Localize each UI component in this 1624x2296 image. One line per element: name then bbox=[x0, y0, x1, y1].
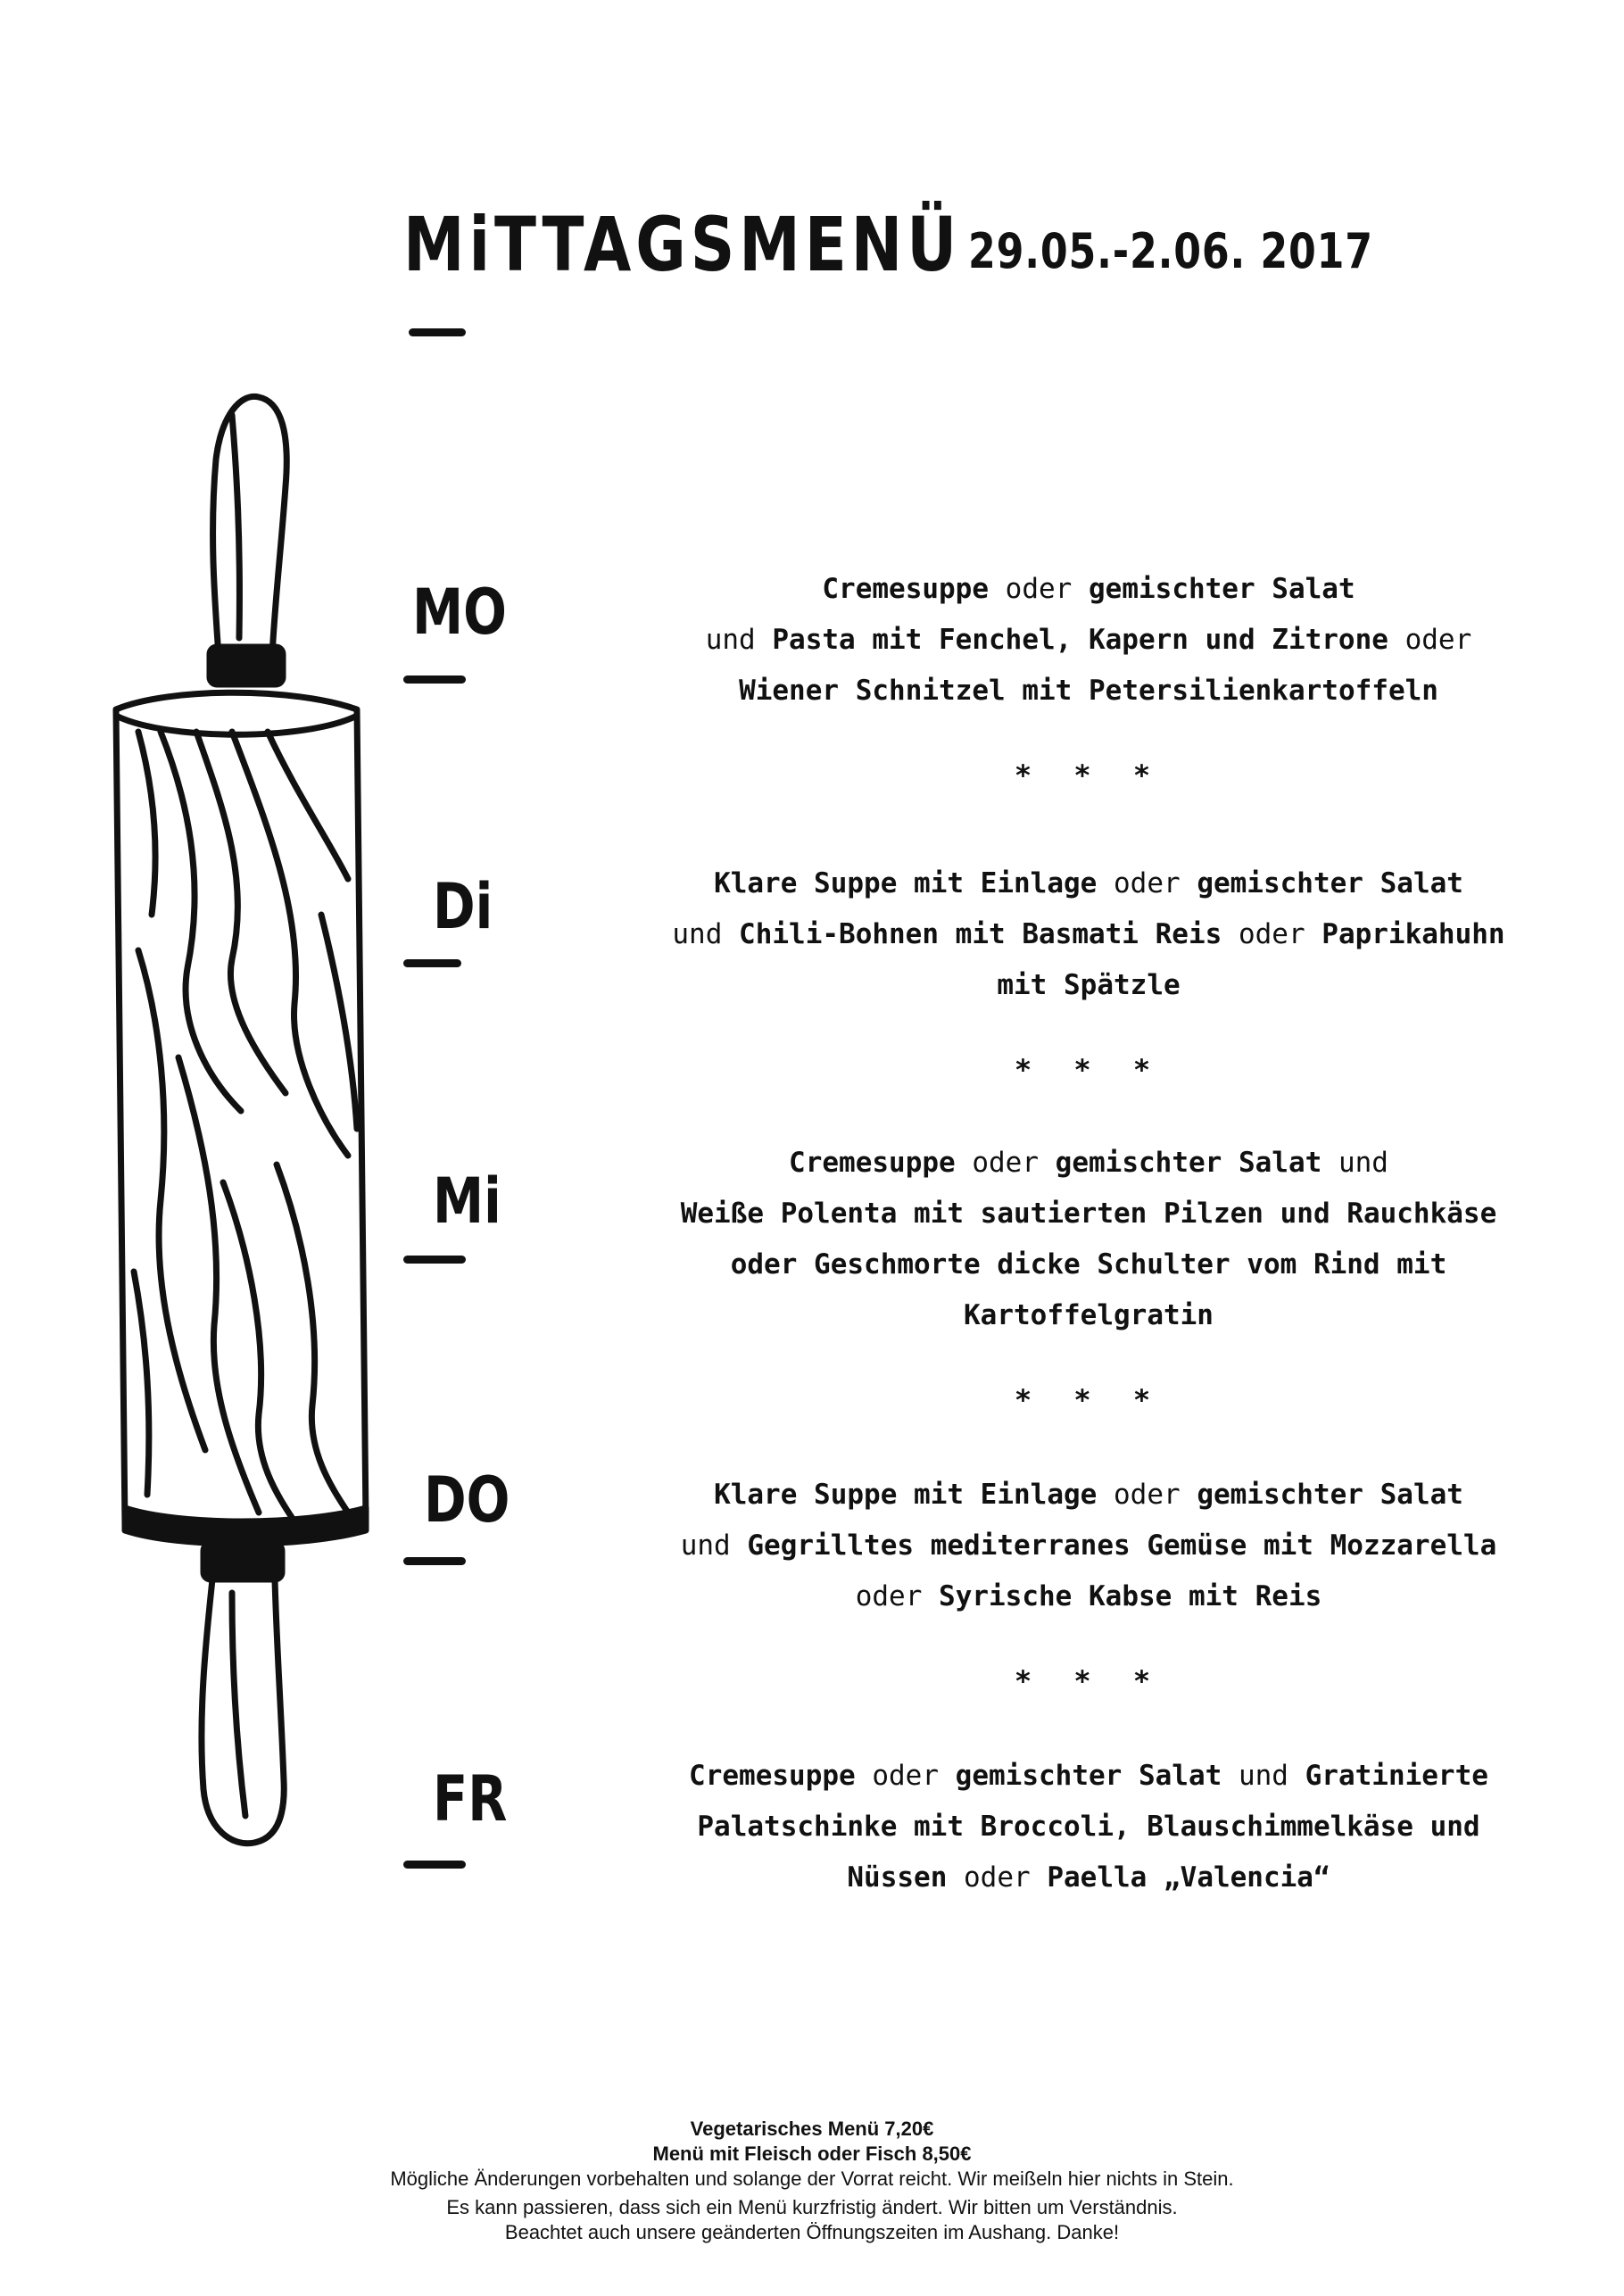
connector-text: oder bbox=[947, 1861, 1048, 1894]
dish-name: Syrische Kabse mit Reis bbox=[939, 1580, 1322, 1612]
dish-name: Nüssen bbox=[847, 1861, 948, 1894]
day-tick-di bbox=[403, 959, 461, 967]
separator: * * * bbox=[1014, 1664, 1164, 1698]
dish-name: gemischter Salat bbox=[1055, 1147, 1322, 1179]
menu-line bbox=[625, 1571, 1553, 1622]
connector-text: und bbox=[1222, 1760, 1305, 1792]
day-label-do: DO bbox=[424, 1463, 510, 1537]
connector-text: oder bbox=[855, 1580, 940, 1612]
connector-text: oder bbox=[1097, 867, 1197, 899]
menu-line bbox=[625, 1751, 1553, 1802]
rolling-pin-illustration bbox=[98, 379, 393, 1861]
dish-name: gemischter Salat bbox=[1089, 573, 1355, 605]
menu-block-mi bbox=[625, 1138, 1553, 1341]
menu-line bbox=[625, 858, 1553, 909]
day-tick-mo bbox=[403, 676, 466, 684]
day-label-mi: Mi bbox=[433, 1165, 501, 1238]
connector-text: oder bbox=[1388, 624, 1472, 656]
menu-line bbox=[625, 615, 1553, 666]
connector-text: oder bbox=[1097, 1479, 1197, 1511]
dish-name: Paella „Valencia“ bbox=[1047, 1861, 1330, 1894]
dish-name: mit Spätzle bbox=[997, 969, 1181, 1001]
dish-name: gemischter Salat bbox=[1197, 867, 1463, 899]
dish-name: gemischter Salat bbox=[1197, 1479, 1463, 1511]
dish-name: Klare Suppe mit Einlage bbox=[714, 867, 1098, 899]
connector-text: und bbox=[672, 918, 740, 950]
dish-name: Pasta mit Fenchel, Kapern und Zitrone bbox=[772, 624, 1388, 656]
footer-note-1: Mögliche Änderungen vorbehalten und solange der Vorrat reicht. Wir meißeln hier nichts in Stein. bbox=[390, 2168, 1234, 2190]
price-vegetarian: Vegetarisches Menü 7,20€ bbox=[690, 2118, 934, 2140]
connector-text: oder bbox=[855, 1760, 956, 1792]
connector-text: oder bbox=[1222, 918, 1322, 950]
dish-name: Paprikahuhn bbox=[1322, 918, 1505, 950]
footer bbox=[0, 2117, 1624, 2245]
dish-name: Gegrilltes mediterranes Gemüse mit Mozzarella bbox=[747, 1529, 1497, 1562]
day-tick-do bbox=[403, 1557, 466, 1565]
dish-name: Wiener Schnitzel mit Petersilienkartoffeln bbox=[739, 675, 1438, 707]
dish-name: gemischter Salat bbox=[955, 1760, 1222, 1792]
menu-line bbox=[625, 1521, 1553, 1571]
dish-name: Weiße Polenta mit sautierten Pilzen und Rauchkäse bbox=[680, 1198, 1497, 1230]
menu-line bbox=[625, 564, 1553, 615]
separator: * * * bbox=[1014, 1383, 1164, 1417]
menu-line bbox=[625, 960, 1553, 1011]
date-range: 29.05.-2.06. 2017 bbox=[968, 223, 1373, 279]
day-label-mo: MO bbox=[412, 576, 507, 649]
menu-block-di bbox=[625, 858, 1553, 1011]
dish-name: Klare Suppe mit Einlage bbox=[714, 1479, 1098, 1511]
page-title: MiTTAGSMENÜ bbox=[403, 201, 962, 288]
menu-line bbox=[625, 1802, 1553, 1853]
day-label-fr: FR bbox=[433, 1762, 508, 1836]
menu-line bbox=[625, 1138, 1553, 1189]
menu-line bbox=[625, 1853, 1553, 1903]
separator: * * * bbox=[1014, 758, 1164, 792]
title-underline bbox=[409, 328, 466, 336]
dish-name: Palatschinke mit Broccoli, Blauschimmelkäse und bbox=[697, 1811, 1480, 1843]
menu-line bbox=[625, 1239, 1553, 1290]
dish-name: Kartoffelgratin bbox=[964, 1299, 1214, 1331]
menu-block-do bbox=[625, 1470, 1553, 1622]
menu-line bbox=[625, 666, 1553, 717]
menu-line bbox=[625, 909, 1553, 960]
footer-note-2: Es kann passieren, dass sich ein Menü kurzfristig ändert. Wir bitten um Verständnis. bbox=[446, 2196, 1178, 2218]
menu-line bbox=[625, 1470, 1553, 1521]
connector-text: oder bbox=[955, 1147, 1056, 1179]
menu-line bbox=[625, 1290, 1553, 1341]
day-tick-mi bbox=[403, 1256, 466, 1264]
separator: * * * bbox=[1014, 1053, 1164, 1087]
connector-text: und bbox=[680, 1529, 748, 1562]
dish-name: Gratinierte bbox=[1305, 1760, 1488, 1792]
price-meat-fish: Menü mit Fleisch oder Fisch 8,50€ bbox=[652, 2143, 972, 2165]
day-label-di: Di bbox=[433, 870, 493, 943]
dish-name: Cremesuppe bbox=[689, 1760, 856, 1792]
day-tick-fr bbox=[403, 1861, 466, 1869]
connector-text: und bbox=[705, 624, 773, 656]
dish-name: oder Geschmorte dicke Schulter vom Rind mit bbox=[730, 1248, 1447, 1281]
menu-block-fr bbox=[625, 1751, 1553, 1903]
dish-name: Cremesuppe bbox=[822, 573, 990, 605]
connector-text: oder bbox=[989, 573, 1089, 605]
dish-name: Chili-Bohnen mit Basmati Reis bbox=[739, 918, 1222, 950]
connector-text: und bbox=[1322, 1147, 1388, 1179]
dish-name: Cremesuppe bbox=[789, 1147, 956, 1179]
menu-line bbox=[625, 1189, 1553, 1239]
menu-block-mo bbox=[625, 564, 1553, 717]
footer-note-3: Beachtet auch unsere geänderten Öffnungszeiten im Aushang. Danke! bbox=[504, 2221, 1120, 2243]
